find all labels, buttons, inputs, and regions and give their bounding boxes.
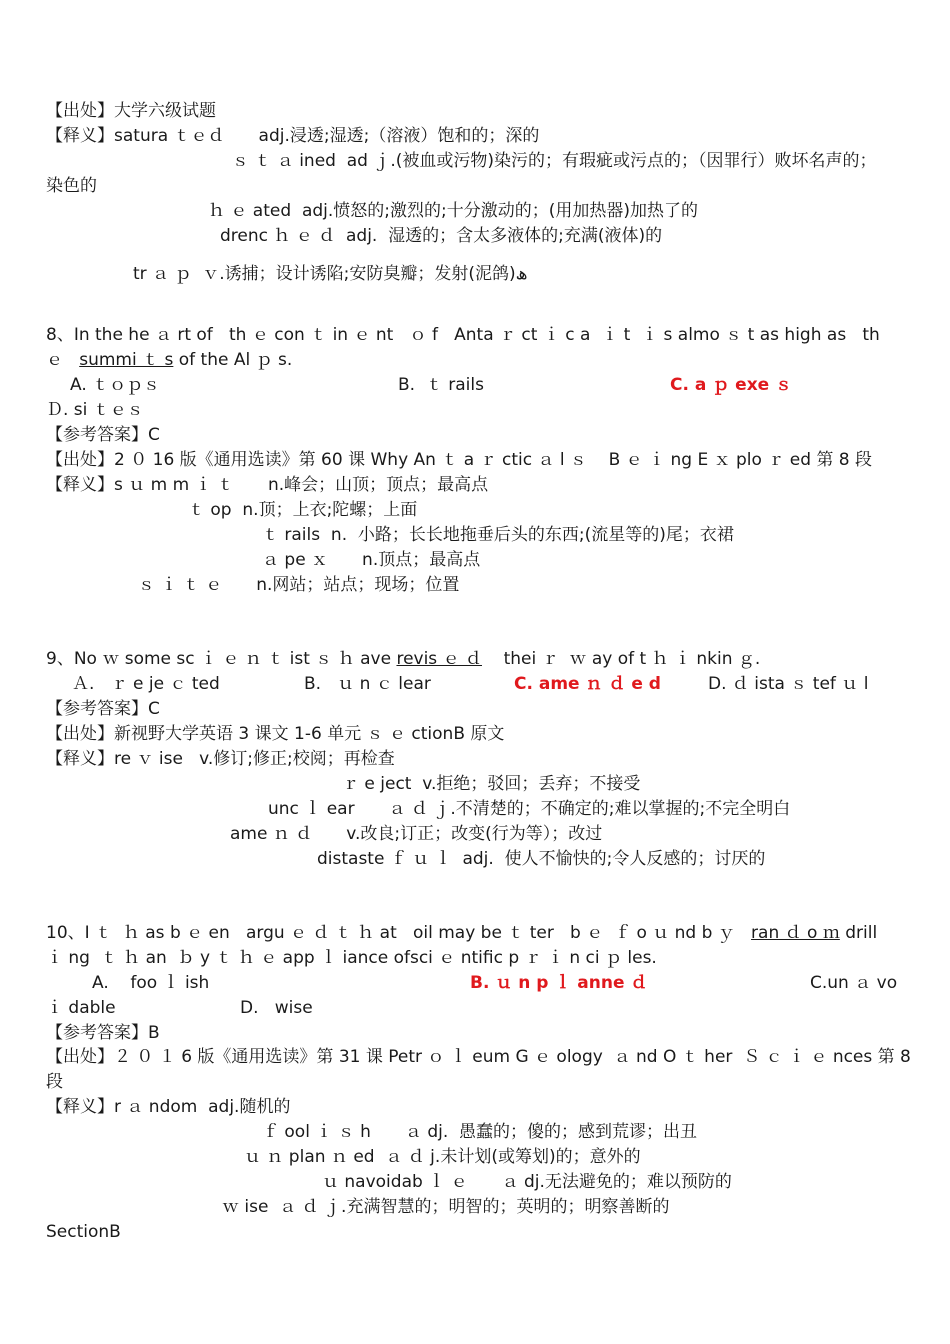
q10-option-c: C.un ａ vo: [810, 973, 898, 993]
q10-meaning-foolish: ｆ ool ｉ ｓ h ａ dj. 愚蠢的；傻的；感到荒谬；出丑: [262, 1122, 698, 1142]
meaning-stained: ｓ ｔ ａ ined ad ｊ.(被血或污物)染污的；有瑕疵或污点的；（因罪行）败坏名声的；: [232, 151, 877, 171]
q9-meaning-reject: ｒ e ject v.拒绝；驳回；丢弃；不接受: [342, 774, 641, 794]
q9-meaning-distasteful: distaste ｆ ｕ ｌ adj. 使人不愉快的;令人反感的；讨厌的: [317, 849, 766, 869]
q9-option-d: D. ｄ ista ｓ tef ｕ l: [708, 674, 869, 694]
q10-underlined-word: ran ｄ o ｍ: [751, 923, 840, 943]
source-line: 【出处】大学六级试题: [46, 101, 216, 121]
q10-stem: [46, 922, 877, 944]
q10-meaning-random: 【释义】r ａ ndom adj.随机的: [46, 1097, 291, 1117]
q9-underlined-word: revis ｅ ｄ: [396, 649, 482, 669]
q10-option-c-cont: ｉ dable: [46, 998, 116, 1018]
meaning-saturated: 【释义】satura ｔｅｄ adj.浸透;湿透;（溶液）饱和的；深的: [46, 126, 540, 146]
q10-meaning-unplanned: ｕ ｎ plan ｎ ed ａ ｄ j.未计划(或筹划)的；意外的: [244, 1147, 641, 1167]
q8-stem-post: of the Al ｐ s.: [173, 350, 293, 370]
q10-meaning-wise: ｗ ise ａ ｄ ｊ.充满智慧的；明智的；英明的；明察善断的: [222, 1197, 670, 1217]
q9-stem-post: thei ｒ ｗ ay of t ｈ ｉ nkin ｇ.: [481, 649, 761, 669]
meaning-trap: tr ａ ｐ ｖ.诱捕；设计诱陷;安防臭瓣；发射(泥鸽)ھ: [133, 264, 528, 284]
q9-meaning-unclear: unc ｌ ear ａ ｄ ｊ.不清楚的；不确定的;难以掌握的;不完全明白: [268, 799, 791, 819]
q9-meaning-amend: ame ｎ ｄ v.改良;订正；改变(行为等）；改过: [230, 824, 603, 844]
q9-option-b: B. ｕ n ｃ lear: [304, 674, 431, 694]
q10-option-b-answer: B. ｕ n p ｌ anne ｄ: [470, 973, 648, 993]
q9-stem: [46, 648, 760, 670]
q8-option-c-answer: C. a ｐ exe ｓ: [670, 375, 793, 395]
q8-meaning-trails: ｔ rails n. 小路；长长地拖垂后头的东西;(流星等的)尾；衣裙: [262, 525, 734, 545]
q8-option-b: B. ｔ rails: [398, 375, 484, 395]
q8-stem-cont: [46, 349, 292, 371]
meaning-heated: ｈ ｅ ated adj.愤怒的;激烈的;十分激动的；(用加热器)加热了的: [208, 201, 699, 221]
q8-meaning-summit: 【释义】s ｕ m m ｉ ｔ n.峰会；山顶；顶点；最高点: [46, 475, 489, 495]
q9-stem-pre: 9、No ｗ some sc ｉ ｅ ｎ ｔ ist ｓ ｈ ave: [46, 649, 397, 669]
q10-stem-pre: 10、I ｔ ｈ as b ｅ en argu ｅ ｄ ｔ ｈ at oil may be ｔ ter b ｅ ｆ o ｕ nd b ｙ: [46, 923, 752, 943]
q8-option-a: A. ｔｏｐｓ: [70, 375, 161, 395]
q10-option-a: A. foo ｌ ish: [92, 973, 210, 993]
q9-option-c-answer: C. ame ｎ ｄ e d: [514, 674, 661, 694]
meaning-drenched: drenc ｈ ｅ ｄ adj. 湿透的；含太多液体的;充满(液体)的: [220, 226, 663, 246]
q8-option-d: Ｄ. si ｔｅｓ: [46, 400, 144, 420]
q8-meaning-site: ｓ ｉ ｔ ｅ n.网站；站点；现场；位置: [138, 575, 460, 595]
q9-answer: 【参考答案】C: [46, 699, 160, 719]
q10-meaning-unavoidable: ｕ navoidab ｌ ｅ ａ dj.无法避免的；难以预防的: [322, 1172, 732, 1192]
q9-option-a: Ａ. ｒ e je ｃ ted: [72, 674, 220, 694]
q9-source: 【出处】新视野大学英语 3 课文 1-6 单元 ｓ ｅ ctionB 原文: [46, 724, 505, 744]
q8-meaning-apex: ａ pe ｘ n.顶点；最高点: [262, 550, 481, 570]
q10-source: 【出处】２ ０ １ 6 版《通用选读》第 31 课 Petr ｏ ｌ eum G ｅ ology ａ nd O ｔ her Ｓ ｃ ｉ ｅ nces 第 8: [46, 1047, 911, 1067]
q8-answer: 【参考答案】C: [46, 425, 160, 445]
q8-meaning-tops: ｔ op n.顶；上衣;陀螺；上面: [188, 500, 418, 520]
q8-stem-pre: ｅ: [46, 350, 80, 370]
q10-stem-cont: ｉ ng ｔ ｈ an ｂ y ｔ ｈ ｅ app ｌ iance ofsci ｅ ntific p ｒ ｉ n ci ｐ les.: [46, 948, 657, 968]
q10-stem-post: drill: [839, 923, 878, 943]
q8-underlined-word: summi ｔ s: [79, 350, 174, 370]
meaning-stained-cont: 染色的: [46, 176, 97, 196]
q10-source-cont: 段: [46, 1072, 63, 1092]
q8-source: 【出处】2 ０ 16 版《通用选读》第 60 课 Why An ｔ a ｒ ctic ａ l ｓ B ｅ ｉ ng E ｘ plo ｒ ed 第 8 段: [46, 450, 873, 470]
section-heading: SectionB: [46, 1222, 121, 1242]
q10-option-d: D. wise: [240, 998, 313, 1018]
q9-meaning-revise: 【释义】re ｖ ise v.修订;修正;校阅；再检查: [46, 749, 395, 769]
q10-answer: 【参考答案】B: [46, 1023, 160, 1043]
q8-stem: 8、In the he ａ rt of th ｅ con ｔ in ｅ nt ｏ f Anta ｒ ct ｉ c a ｉ t ｉ s almo ｓ t as high as th: [46, 325, 880, 345]
